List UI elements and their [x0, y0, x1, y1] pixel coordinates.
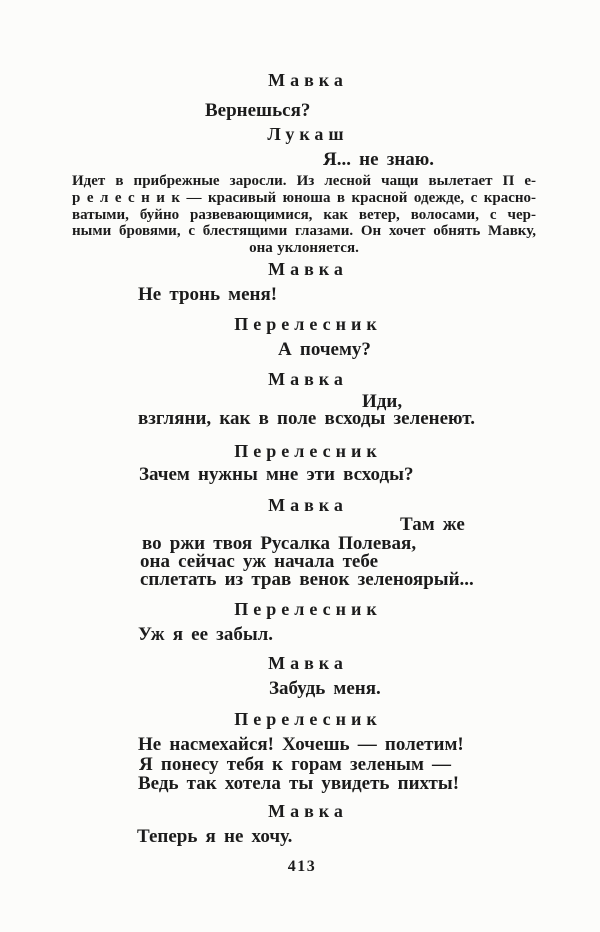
stage-direction-line: она уклоняется.	[249, 240, 359, 257]
verse-line: Не насмехайся! Хочешь — полетим!	[138, 734, 464, 755]
speaker-name: Перелесник	[234, 599, 382, 619]
speaker-name: Мавка	[268, 653, 348, 673]
page-number: 413	[287, 858, 317, 875]
speaker-name: Перелесник	[234, 441, 382, 461]
stage-direction	[72, 173, 536, 257]
verse-line: Там же	[400, 514, 465, 535]
speaker-name: Перелесник	[234, 314, 382, 334]
verse-line: сплетать из трав венок зеленоярый...	[140, 569, 474, 590]
verse-line: Не тронь меня!	[138, 284, 278, 305]
stage-direction-line: р е л е с н и к — красивый юноша в красной одежде, с красно-	[72, 189, 536, 206]
verse-line: во ржи твоя Русалка Полевая,	[142, 533, 417, 554]
speaker-name: Мавка	[268, 70, 348, 90]
verse-line: Теперь я не хочу.	[137, 826, 293, 847]
verse-line: Уж я ее забыл.	[138, 624, 274, 645]
verse-line: Я понесу тебя к горам зеленым —	[139, 754, 452, 775]
verse-line: Зачем нужны мне эти всходы?	[139, 464, 414, 485]
speaker-name: Мавка	[268, 495, 348, 515]
verse-line: она сейчас уж начала тебе	[140, 551, 379, 572]
speaker-name: Мавка	[268, 801, 348, 821]
verse-line: Забудь меня.	[269, 678, 381, 699]
verse-line: Ведь так хотела ты увидеть пихты!	[138, 773, 460, 794]
speaker-name: Перелесник	[234, 709, 382, 729]
stage-direction-line: ными бровями, с блестящими глазами. Он хочет обнять Мавку,	[72, 223, 536, 240]
speaker-name: Мавка	[268, 369, 348, 389]
verse-line: Иди,	[362, 391, 403, 412]
stage-direction-line: ватыми, буйно развевающимися, как ветер, волосами, с чер-	[72, 206, 536, 223]
stage-direction-line: Идет в прибрежные заросли. Из лесной чащи вылетает П е-	[72, 173, 536, 189]
verse-line: взгляни, как в поле всходы зеленеют.	[138, 408, 475, 429]
verse-line: Я... не знаю.	[323, 149, 435, 170]
speaker-name: Лукаш	[267, 124, 349, 144]
verse-line: А почему?	[278, 339, 371, 360]
speaker-name: Мавка	[268, 259, 348, 279]
verse-line: Вернешься?	[205, 100, 311, 121]
